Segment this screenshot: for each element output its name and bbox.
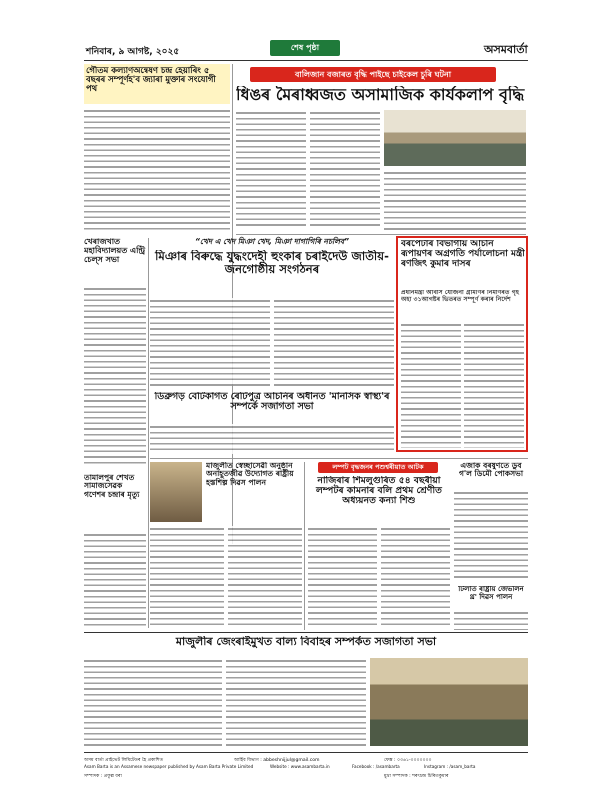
footer <box>84 752 528 782</box>
main-body-2 <box>310 110 380 230</box>
footer-facebook[interactable]: Facebook : /asambarta <box>352 764 400 769</box>
footer-editor: সম্পাদক : প্ৰফুল্ল বৰা <box>84 774 122 779</box>
drug-headline: মিঞাৰ বিৰুদ্ধে যুদ্ধংদেহী হুংকাৰ চৰাইদেউ জাতীয়-জনগোষ্ঠীয় সংগঠনৰ <box>155 250 389 277</box>
article-body <box>150 424 394 454</box>
article-jute <box>454 586 528 630</box>
article-side-left-1 <box>84 238 146 470</box>
article-mental-health <box>150 392 394 456</box>
article-body <box>454 610 528 630</box>
main-headline: ধিঙৰ মৈৰাধ্বজত অসামাজিক কাৰ্যকলাপ বৃদ্ধি <box>236 86 525 104</box>
article-body <box>464 322 524 448</box>
issue-date: শনিবাৰ, ৯ আগষ্ট, ২০২৫ <box>86 47 180 57</box>
column-rule <box>304 462 305 630</box>
main-tag: বালিজান বজাৰত বৃদ্ধি পাইছে চাইকেল চুৰি ঘটনা <box>250 67 496 82</box>
jute-headline: টিলাত ৰাষ্ট্ৰীয় জেভলিন থ্ৰ' দিৱস পালন <box>458 586 524 601</box>
section-rule <box>236 234 526 235</box>
article-body <box>84 658 222 746</box>
article-body <box>228 526 302 628</box>
article-body <box>84 286 146 466</box>
newspaper-logo: অসমবাৰ্তা <box>484 43 528 56</box>
article-side-left-2 <box>84 474 146 628</box>
footer-website[interactable]: Website : www.asambarta.in <box>270 764 330 769</box>
footer-email: আৰ্হিব বিভাগ : abbeshnijjul@gmail.com <box>234 758 320 763</box>
footer-phone: ফেক্স : ০৩৬১-০০০০০০০ <box>384 758 432 763</box>
lumpy-headline: নাজিৰাৰ শিমলুগুৰিত ৫৪ বছৰীয়া লম্পটৰ কামনাৰ বলি প্ৰথম শ্ৰেণীত অধ্যয়নত কন্যা শিশু <box>316 476 442 507</box>
article-volunteer <box>150 462 302 630</box>
section-rule <box>150 458 528 459</box>
article-lumpy <box>308 462 450 630</box>
volunteer-headline: মাজুলীত স্বেচ্ছাসেৱী অনুষ্ঠান অনাহূতজীৱ উদ্যোগত ৰাষ্ট্ৰীয় হস্তশিল্প দিৱস পালন <box>206 462 294 487</box>
main-body-1 <box>236 110 306 230</box>
footer-price: মুদ্ৰা সম্পাদক : শৰৎচন্দ্ৰ চিৰিতকুমাৰ <box>384 774 449 779</box>
article-body <box>84 108 230 232</box>
mental-health-headline: ডিব্ৰুগড় বেটিকাগত ৰেটিপুত্ৰ আঁচনিৰ অধীনত 'মানসিক স্বাস্থ্য'ৰ সম্পৰ্কে সজাগতা সভা <box>154 392 390 413</box>
article-top-left <box>84 64 230 234</box>
article-body <box>274 298 394 386</box>
footer-printer: অসম বাৰ্তা প্ৰাইভেট লিমিটেডৰ হৈ প্ৰকাশিত <box>84 758 164 763</box>
tree-headline: এজাক বৰষুণতে ডুব গ'ল ডিমৌ পোকসভা <box>458 462 524 479</box>
section-rule <box>84 632 528 633</box>
article-drug <box>150 238 394 388</box>
bottom-headline: মাজুলীৰ জেংৰাইমুখত বাল্য বিবাহৰ সম্পৰ্কত সজাগতা সভা <box>175 636 437 648</box>
article-headline: গৌতম কল্যাণঅন্বেষণ চন্দ্ৰ হেয়াৰিং ৫ বছৰৰ সম্পূৰ্ণহ'ব জ্যাৰা মুক্তাৰ সংযোগী পথ <box>84 64 230 104</box>
bottom-photo <box>370 658 528 746</box>
article-body <box>401 322 461 448</box>
article-headline: খেৰাজখাত মহাবিদ্যালয়ত এন্ট্ৰি চেল্স সভা <box>84 238 146 264</box>
article-body <box>454 490 528 580</box>
ranjit-subhead: প্ৰধানমন্ত্ৰী আবাস যোজনা গ্ৰামীণৰ নিৰ্মাণৰত গৃহ অহা ৩১আগষ্টৰ ভিতৰত সম্পূৰ্ণ কৰাৰ নিৰ্দেশ <box>401 290 520 303</box>
article-body <box>226 658 366 746</box>
drug-quote: “খেদ এ খেদ মিঞা খেদ, মিঞা দাগাগিৰি নচলিব” <box>195 237 349 246</box>
main-body-3 <box>384 170 526 230</box>
footer-instagram[interactable]: Instagram : /asam_barta <box>424 764 476 769</box>
footer-publisher: Asam Barta is an Assamese newspaper published by Asam Barta Private Limited <box>84 764 254 769</box>
article-body <box>381 526 450 628</box>
article-tree <box>454 462 528 582</box>
article-body <box>308 526 377 628</box>
article-body <box>150 526 224 628</box>
article-ranjit-box <box>396 236 528 452</box>
ranjit-headline: বৰপেটাৰ বিভাগীয় আঁচনি ৰূপায়ণৰ অগ্ৰগতি পৰ্যালোচনা মন্ত্ৰী ৰণজিৎ কুমাৰ দাসৰ <box>401 240 525 269</box>
lumpy-tag: লম্পট বৃদ্ধজনৰ পশুশ্বৰীয়াত আটক <box>318 462 438 473</box>
masthead-rule <box>84 60 528 61</box>
article-body <box>150 298 270 386</box>
meeting-photo <box>384 110 526 166</box>
section-label: শেষ পৃষ্ঠা <box>270 40 340 56</box>
masthead <box>0 0 610 64</box>
volunteer-photo <box>150 462 202 522</box>
column-rule <box>148 238 149 628</box>
article-bottom <box>84 636 528 748</box>
article-headline: তামালপুৰ শেখত সামাজসেৱক গণেশৰ চন্দ্ৰাৰ মৃত্যু <box>84 474 140 499</box>
article-body <box>84 532 146 626</box>
